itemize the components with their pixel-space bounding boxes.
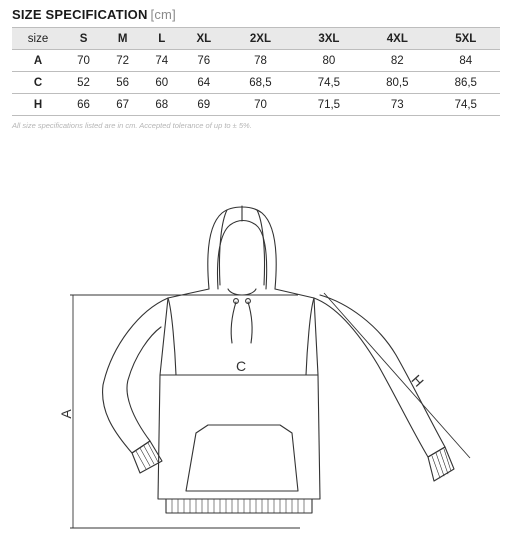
table-cell: 74 — [142, 50, 181, 72]
hem-rib — [166, 499, 312, 513]
row-label: C — [12, 72, 64, 94]
drawstring-left — [231, 302, 236, 343]
measure-h-line — [324, 293, 470, 458]
table-cell: 76 — [181, 50, 226, 72]
table-cell: 71,5 — [295, 94, 363, 116]
table-cell: 60 — [142, 72, 181, 94]
table-cell: 66 — [64, 94, 103, 116]
table-cell: 67 — [103, 94, 142, 116]
table-cell: 69 — [181, 94, 226, 116]
shoulder-yoke-left — [168, 298, 176, 375]
table-cell: 68 — [142, 94, 181, 116]
dimension-a-label: A — [58, 409, 74, 419]
size-header-row — [12, 28, 500, 50]
table-cell: 52 — [64, 72, 103, 94]
table-cell: 84 — [432, 50, 500, 72]
tolerance-note: All size specifications listed are in cm. Accepted tolerance of up to ± 5%. — [12, 121, 252, 130]
kangaroo-pocket — [186, 425, 298, 491]
size-table — [12, 27, 500, 116]
size-col-header: S — [64, 28, 103, 50]
size-col-header: M — [103, 28, 142, 50]
table-cell: 70 — [64, 50, 103, 72]
table-cell: 78 — [226, 50, 294, 72]
right-cuff — [428, 447, 454, 481]
hood-inner-outline — [218, 221, 267, 290]
size-col-header: 4XL — [363, 28, 431, 50]
left-sleeve — [103, 298, 168, 453]
dimension-h-label: H — [408, 371, 428, 390]
table-cell: 56 — [103, 72, 142, 94]
table-cell: 68,5 — [226, 72, 294, 94]
table-cell: 82 — [363, 50, 431, 72]
size-spec-title — [12, 7, 176, 22]
drawstring-right — [248, 302, 252, 343]
hoodie-diagram — [0, 185, 512, 540]
title-text: SIZE SPECIFICATION — [12, 7, 148, 22]
dimension-c-label: C — [235, 358, 247, 374]
table-cell: 74,5 — [295, 72, 363, 94]
table-cell: 86,5 — [432, 72, 500, 94]
hood-panel-seam-right — [257, 210, 265, 285]
left-cuff — [132, 441, 162, 473]
table-row — [12, 94, 500, 116]
table-row — [12, 50, 500, 72]
table-cell: 70 — [226, 94, 294, 116]
hood-opening — [228, 289, 256, 295]
title-unit: [cm] — [150, 7, 176, 22]
table-cell: 80 — [295, 50, 363, 72]
table-row — [12, 72, 500, 94]
size-corner-label: size — [12, 28, 64, 50]
table-cell: 73 — [363, 94, 431, 116]
table-cell: 80,5 — [363, 72, 431, 94]
hood-panel-seam-left — [219, 210, 227, 285]
size-col-header: 3XL — [295, 28, 363, 50]
size-col-header: XL — [181, 28, 226, 50]
row-label: A — [12, 50, 64, 72]
size-col-header: 5XL — [432, 28, 500, 50]
size-col-header: L — [142, 28, 181, 50]
size-col-header: 2XL — [226, 28, 294, 50]
row-label: H — [12, 94, 64, 116]
shoulder-yoke-right — [306, 298, 314, 375]
table-cell: 74,5 — [432, 94, 500, 116]
table-cell: 64 — [181, 72, 226, 94]
table-cell: 72 — [103, 50, 142, 72]
